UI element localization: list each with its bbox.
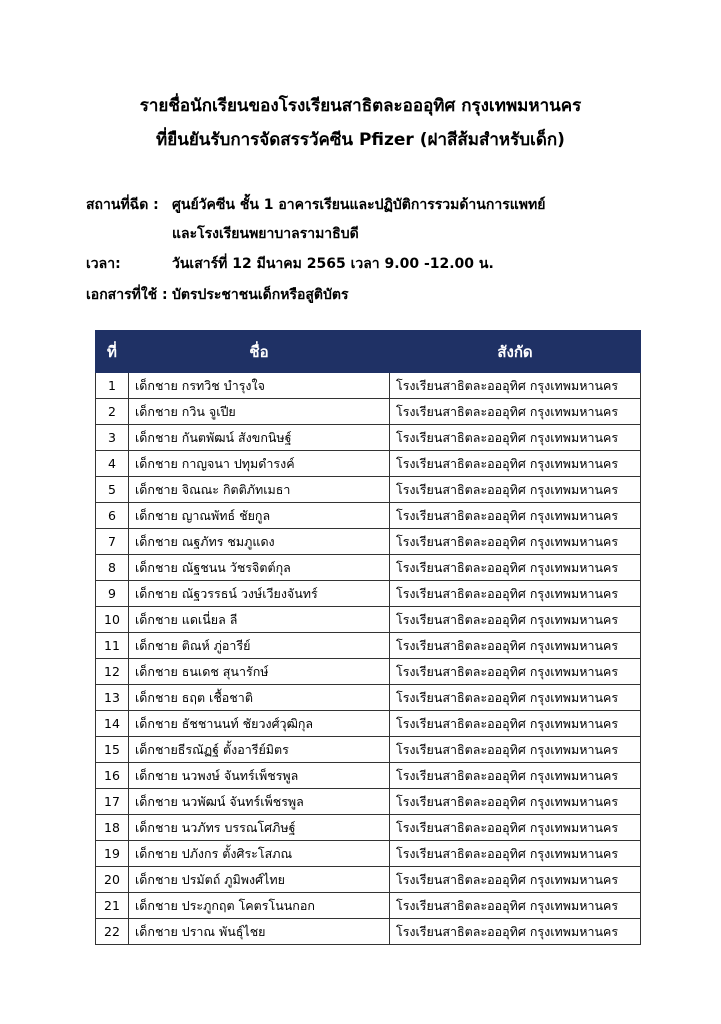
student-name: เด็กชาย นวพัฒน์ จันทร์เพ็ชรพูล [129, 789, 390, 815]
student-affiliation: โรงเรียนสาธิตละอออุทิศ กรุงเทพมหานคร [390, 763, 641, 789]
student-affiliation: โรงเรียนสาธิตละอออุทิศ กรุงเทพมหานคร [390, 555, 641, 581]
student-affiliation: โรงเรียนสาธิตละอออุทิศ กรุงเทพมหานคร [390, 607, 641, 633]
student-affiliation: โรงเรียนสาธิตละอออุทิศ กรุงเทพมหานคร [390, 815, 641, 841]
document-subtitle: ที่ยืนยันรับการจัดสรรวัคซีน Pfizer (ฝาสีส้มสำหรับเด็ก) [156, 130, 565, 150]
header-name: ชื่อ [129, 331, 390, 373]
table-row [96, 477, 641, 503]
row-number: 6 [96, 503, 129, 529]
student-name: เด็กชาย ติณห์ ภู่อารีย์ [129, 633, 390, 659]
student-name: เด็กชาย ณัฐชนน วัชรจิตต์กุล [129, 555, 390, 581]
row-number: 16 [96, 763, 129, 789]
time-value: วันเสาร์ที่ 12 มีนาคม 2565 เวลา 9.00 -12.00 น. [172, 256, 494, 272]
row-number: 18 [96, 815, 129, 841]
row-number: 7 [96, 529, 129, 555]
student-affiliation: โรงเรียนสาธิตละอออุทิศ กรุงเทพมหานคร [390, 867, 641, 893]
student-name: เด็กชาย นวพงษ์ จันทร์เพ็ชรพูล [129, 763, 390, 789]
student-affiliation: โรงเรียนสาธิตละอออุทิศ กรุงเทพมหานคร [390, 841, 641, 867]
row-number: 15 [96, 737, 129, 763]
table-body [96, 373, 641, 945]
table-row [96, 685, 641, 711]
student-affiliation: โรงเรียนสาธิตละอออุทิศ กรุงเทพมหานคร [390, 373, 641, 399]
student-name: เด็กชาย จิณณะ กิตติภัทเมธา [129, 477, 390, 503]
row-number: 14 [96, 711, 129, 737]
row-number: 20 [96, 867, 129, 893]
venue-line-1: ศูนย์วัคซีน ชั้น 1 อาคารเรียนและปฏิบัติการรวมด้านการแพทย์ [172, 197, 546, 213]
student-affiliation: โรงเรียนสาธิตละอออุทิศ กรุงเทพมหานคร [390, 919, 641, 945]
student-affiliation: โรงเรียนสาธิตละอออุทิศ กรุงเทพมหานคร [390, 503, 641, 529]
documents-label: เอกสารที่ใช้ : [86, 287, 168, 303]
row-number: 9 [96, 581, 129, 607]
student-affiliation: โรงเรียนสาธิตละอออุทิศ กรุงเทพมหานคร [390, 685, 641, 711]
student-name: เด็กชาย แดเนี่ยล ลี [129, 607, 390, 633]
student-name: เด็กชาย ปภังกร ตั้งศิระโสภณ [129, 841, 390, 867]
row-number: 8 [96, 555, 129, 581]
student-affiliation: โรงเรียนสาธิตละอออุทิศ กรุงเทพมหานคร [390, 893, 641, 919]
row-number: 3 [96, 425, 129, 451]
table-row [96, 711, 641, 737]
row-number: 12 [96, 659, 129, 685]
student-name: เด็กชาย ณฐภัทร ชมภูแดง [129, 529, 390, 555]
table-row [96, 815, 641, 841]
table-row [96, 763, 641, 789]
header-number: ที่ [96, 331, 129, 373]
table-row [96, 737, 641, 763]
student-affiliation: โรงเรียนสาธิตละอออุทิศ กรุงเทพมหานคร [390, 529, 641, 555]
venue-line-2: และโรงเรียนพยาบาลรามาธิบดี [172, 226, 359, 242]
document-title: รายชื่อนักเรียนของโรงเรียนสาธิตละอออุทิศ กรุงเทพมหานคร [139, 96, 582, 116]
table-row [96, 789, 641, 815]
row-number: 10 [96, 607, 129, 633]
row-number: 1 [96, 373, 129, 399]
table-row [96, 893, 641, 919]
table-row [96, 581, 641, 607]
table-row [96, 607, 641, 633]
table-row [96, 919, 641, 945]
table-row [96, 399, 641, 425]
row-number: 4 [96, 451, 129, 477]
table-row [96, 867, 641, 893]
table-row [96, 659, 641, 685]
student-table [95, 330, 641, 945]
student-affiliation: โรงเรียนสาธิตละอออุทิศ กรุงเทพมหานคร [390, 425, 641, 451]
student-name: เด็กชาย ณัฐวรรธน์ วงษ์เวียงจันทร์ [129, 581, 390, 607]
row-number: 11 [96, 633, 129, 659]
student-affiliation: โรงเรียนสาธิตละอออุทิศ กรุงเทพมหานคร [390, 633, 641, 659]
student-affiliation: โรงเรียนสาธิตละอออุทิศ กรุงเทพมหานคร [390, 737, 641, 763]
student-name: เด็กชาย ธฤต เชื้อชาติ [129, 685, 390, 711]
student-name: เด็กชาย ปรมัตถ์ ภูมิพงศ์ไทย [129, 867, 390, 893]
row-number: 21 [96, 893, 129, 919]
student-name: เด็กชาย ปราณ พันธุ์ไชย [129, 919, 390, 945]
student-name: เด็กชาย นวภัทร บรรณโศภิษฐ์ [129, 815, 390, 841]
table-header-row [96, 331, 641, 373]
row-number: 19 [96, 841, 129, 867]
student-affiliation: โรงเรียนสาธิตละอออุทิศ กรุงเทพมหานคร [390, 477, 641, 503]
student-name: เด็กชาย ธนเดช สุนารักษ์ [129, 659, 390, 685]
student-name: เด็กชาย ธัชชานนท์ ชัยวงศ์วุฒิกุล [129, 711, 390, 737]
student-name: เด็กชาย กวิน จูเปีย [129, 399, 390, 425]
documents-value: บัตรประชาชนเด็กหรือสูติบัตร [172, 287, 349, 303]
student-name: เด็กชาย กาญจนา ปทุมดำรงค์ [129, 451, 390, 477]
table-row [96, 529, 641, 555]
student-affiliation: โรงเรียนสาธิตละอออุทิศ กรุงเทพมหานคร [390, 451, 641, 477]
venue-label: สถานที่ฉีด : [86, 197, 159, 213]
row-number: 2 [96, 399, 129, 425]
table-row [96, 503, 641, 529]
student-name: เด็กชาย ญาณพัทธ์ ชัยกูล [129, 503, 390, 529]
student-name: เด็กชาย กันตพัฒน์ สังขกนิษฐ์ [129, 425, 390, 451]
student-name: เด็กชายธีรณัฏฐ์ ตั้งอารีย์มิตร [129, 737, 390, 763]
student-affiliation: โรงเรียนสาธิตละอออุทิศ กรุงเทพมหานคร [390, 399, 641, 425]
row-number: 13 [96, 685, 129, 711]
student-affiliation: โรงเรียนสาธิตละอออุทิศ กรุงเทพมหานคร [390, 659, 641, 685]
header-affiliation: สังกัด [390, 331, 641, 373]
table-row [96, 841, 641, 867]
table-row [96, 451, 641, 477]
table-row [96, 555, 641, 581]
time-label: เวลา: [86, 256, 121, 272]
row-number: 5 [96, 477, 129, 503]
student-affiliation: โรงเรียนสาธิตละอออุทิศ กรุงเทพมหานคร [390, 581, 641, 607]
table-row [96, 633, 641, 659]
student-name: เด็กชาย กรทวิช บำรุงใจ [129, 373, 390, 399]
student-name: เด็กชาย ประภูกฤต โคตรโนนกอก [129, 893, 390, 919]
student-affiliation: โรงเรียนสาธิตละอออุทิศ กรุงเทพมหานคร [390, 789, 641, 815]
table-row [96, 425, 641, 451]
row-number: 22 [96, 919, 129, 945]
table-row [96, 373, 641, 399]
student-affiliation: โรงเรียนสาธิตละอออุทิศ กรุงเทพมหานคร [390, 711, 641, 737]
row-number: 17 [96, 789, 129, 815]
